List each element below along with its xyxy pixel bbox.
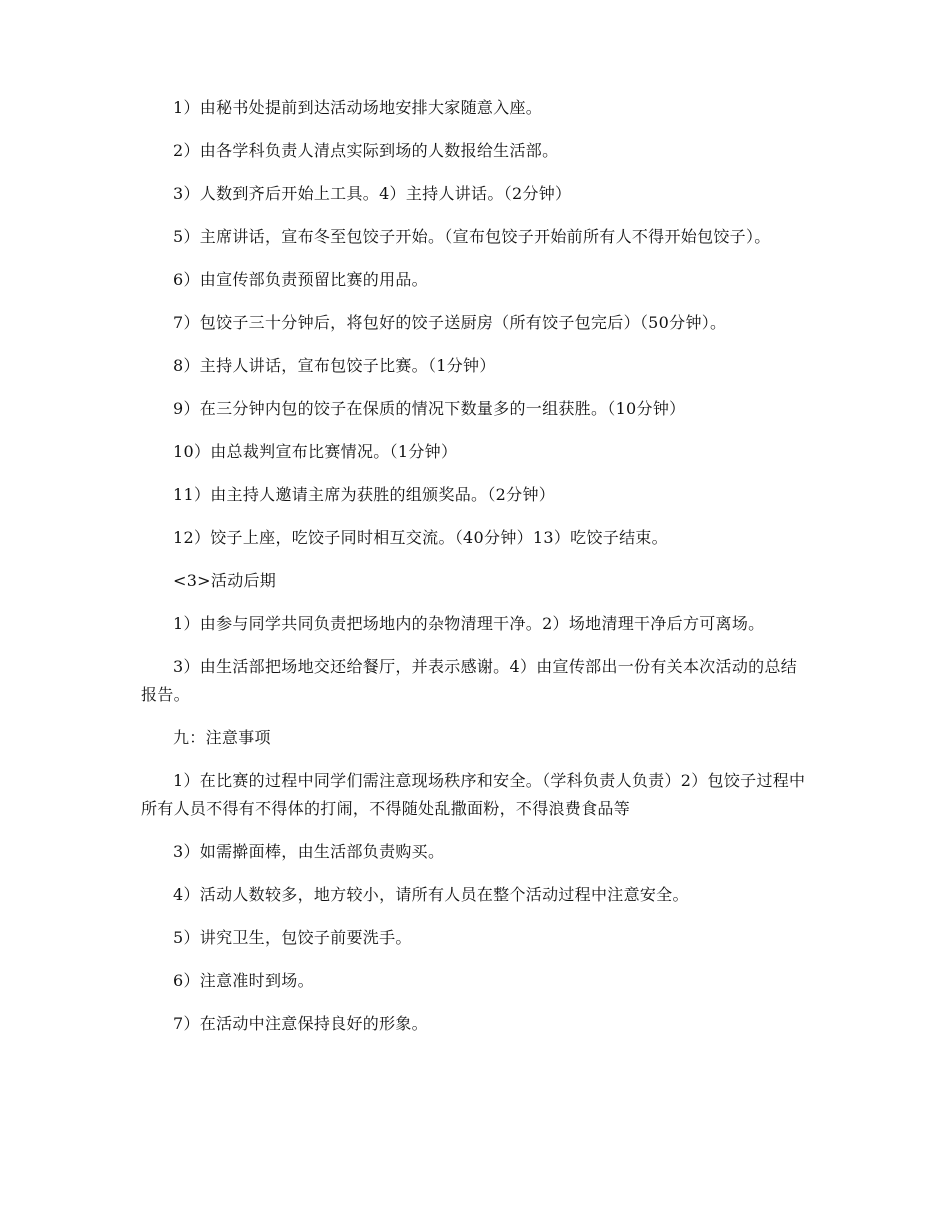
document-body <box>141 94 813 1053</box>
paragraph: 6）注意准时到场。 <box>173 971 314 990</box>
paragraph: 7）在活动中注意保持良好的形象。 <box>173 1014 428 1033</box>
paragraph: 9）在三分钟内包的饺子在保质的情况下数量多的一组获胜。（10分钟） <box>173 399 686 418</box>
paragraph: 5）主席讲话，宣布冬至包饺子开始。（宣布包饺子开始前所有人不得开始包饺子）。 <box>173 227 771 246</box>
paragraph: 1）由秘书处提前到达活动场地安排大家随意入座。 <box>173 98 543 117</box>
paragraph: 10）由总裁判宣布比赛情况。（1分钟） <box>173 442 458 461</box>
paragraph: 7）包饺子三十分钟后，将包好的饺子送厨房（所有饺子包完后）（50分钟）。 <box>173 313 727 332</box>
paragraph: 1）在比赛的过程中同学们需注意现场秩序和安全。（学科负责人负责）2）包饺子过程中所有人员不得有不得体的打闹，不得随处乱撒面粉，不得浪费食品等 <box>141 771 806 818</box>
paragraph: 3）人数到齐后开始上工具。4）主持人讲话。（2分钟） <box>173 184 572 203</box>
paragraph: 3）如需擀面棒，由生活部负责购买。 <box>173 842 445 861</box>
section-heading: <3>活动后期 <box>173 571 277 590</box>
section-heading: 九：注意事项 <box>173 728 271 747</box>
paragraph: 3）由生活部把场地交还给餐厅，并表示感谢。4）由宣传部出一份有关本次活动的总结报告。 <box>141 657 798 704</box>
paragraph: 6）由宣传部负责预留比赛的用品。 <box>173 270 428 289</box>
paragraph: 8）主持人讲话，宣布包饺子比赛。（1分钟） <box>173 356 496 375</box>
paragraph: 4）活动人数较多，地方较小，请所有人员在整个活动过程中注意安全。 <box>173 885 689 904</box>
paragraph: 11）由主持人邀请主席为获胜的组颁奖品。（2分钟） <box>173 485 556 504</box>
paragraph: 5）讲究卫生，包饺子前要洗手。 <box>173 928 412 947</box>
paragraph: 12）饺子上座，吃饺子同时相互交流。（40分钟）13）吃饺子结束。 <box>173 528 668 547</box>
paragraph: 1）由参与同学共同负责把场地内的杂物清理干净。2）场地清理干净后方可离场。 <box>173 614 765 633</box>
paragraph: 2）由各学科负责人清点实际到场的人数报给生活部。 <box>173 141 559 160</box>
